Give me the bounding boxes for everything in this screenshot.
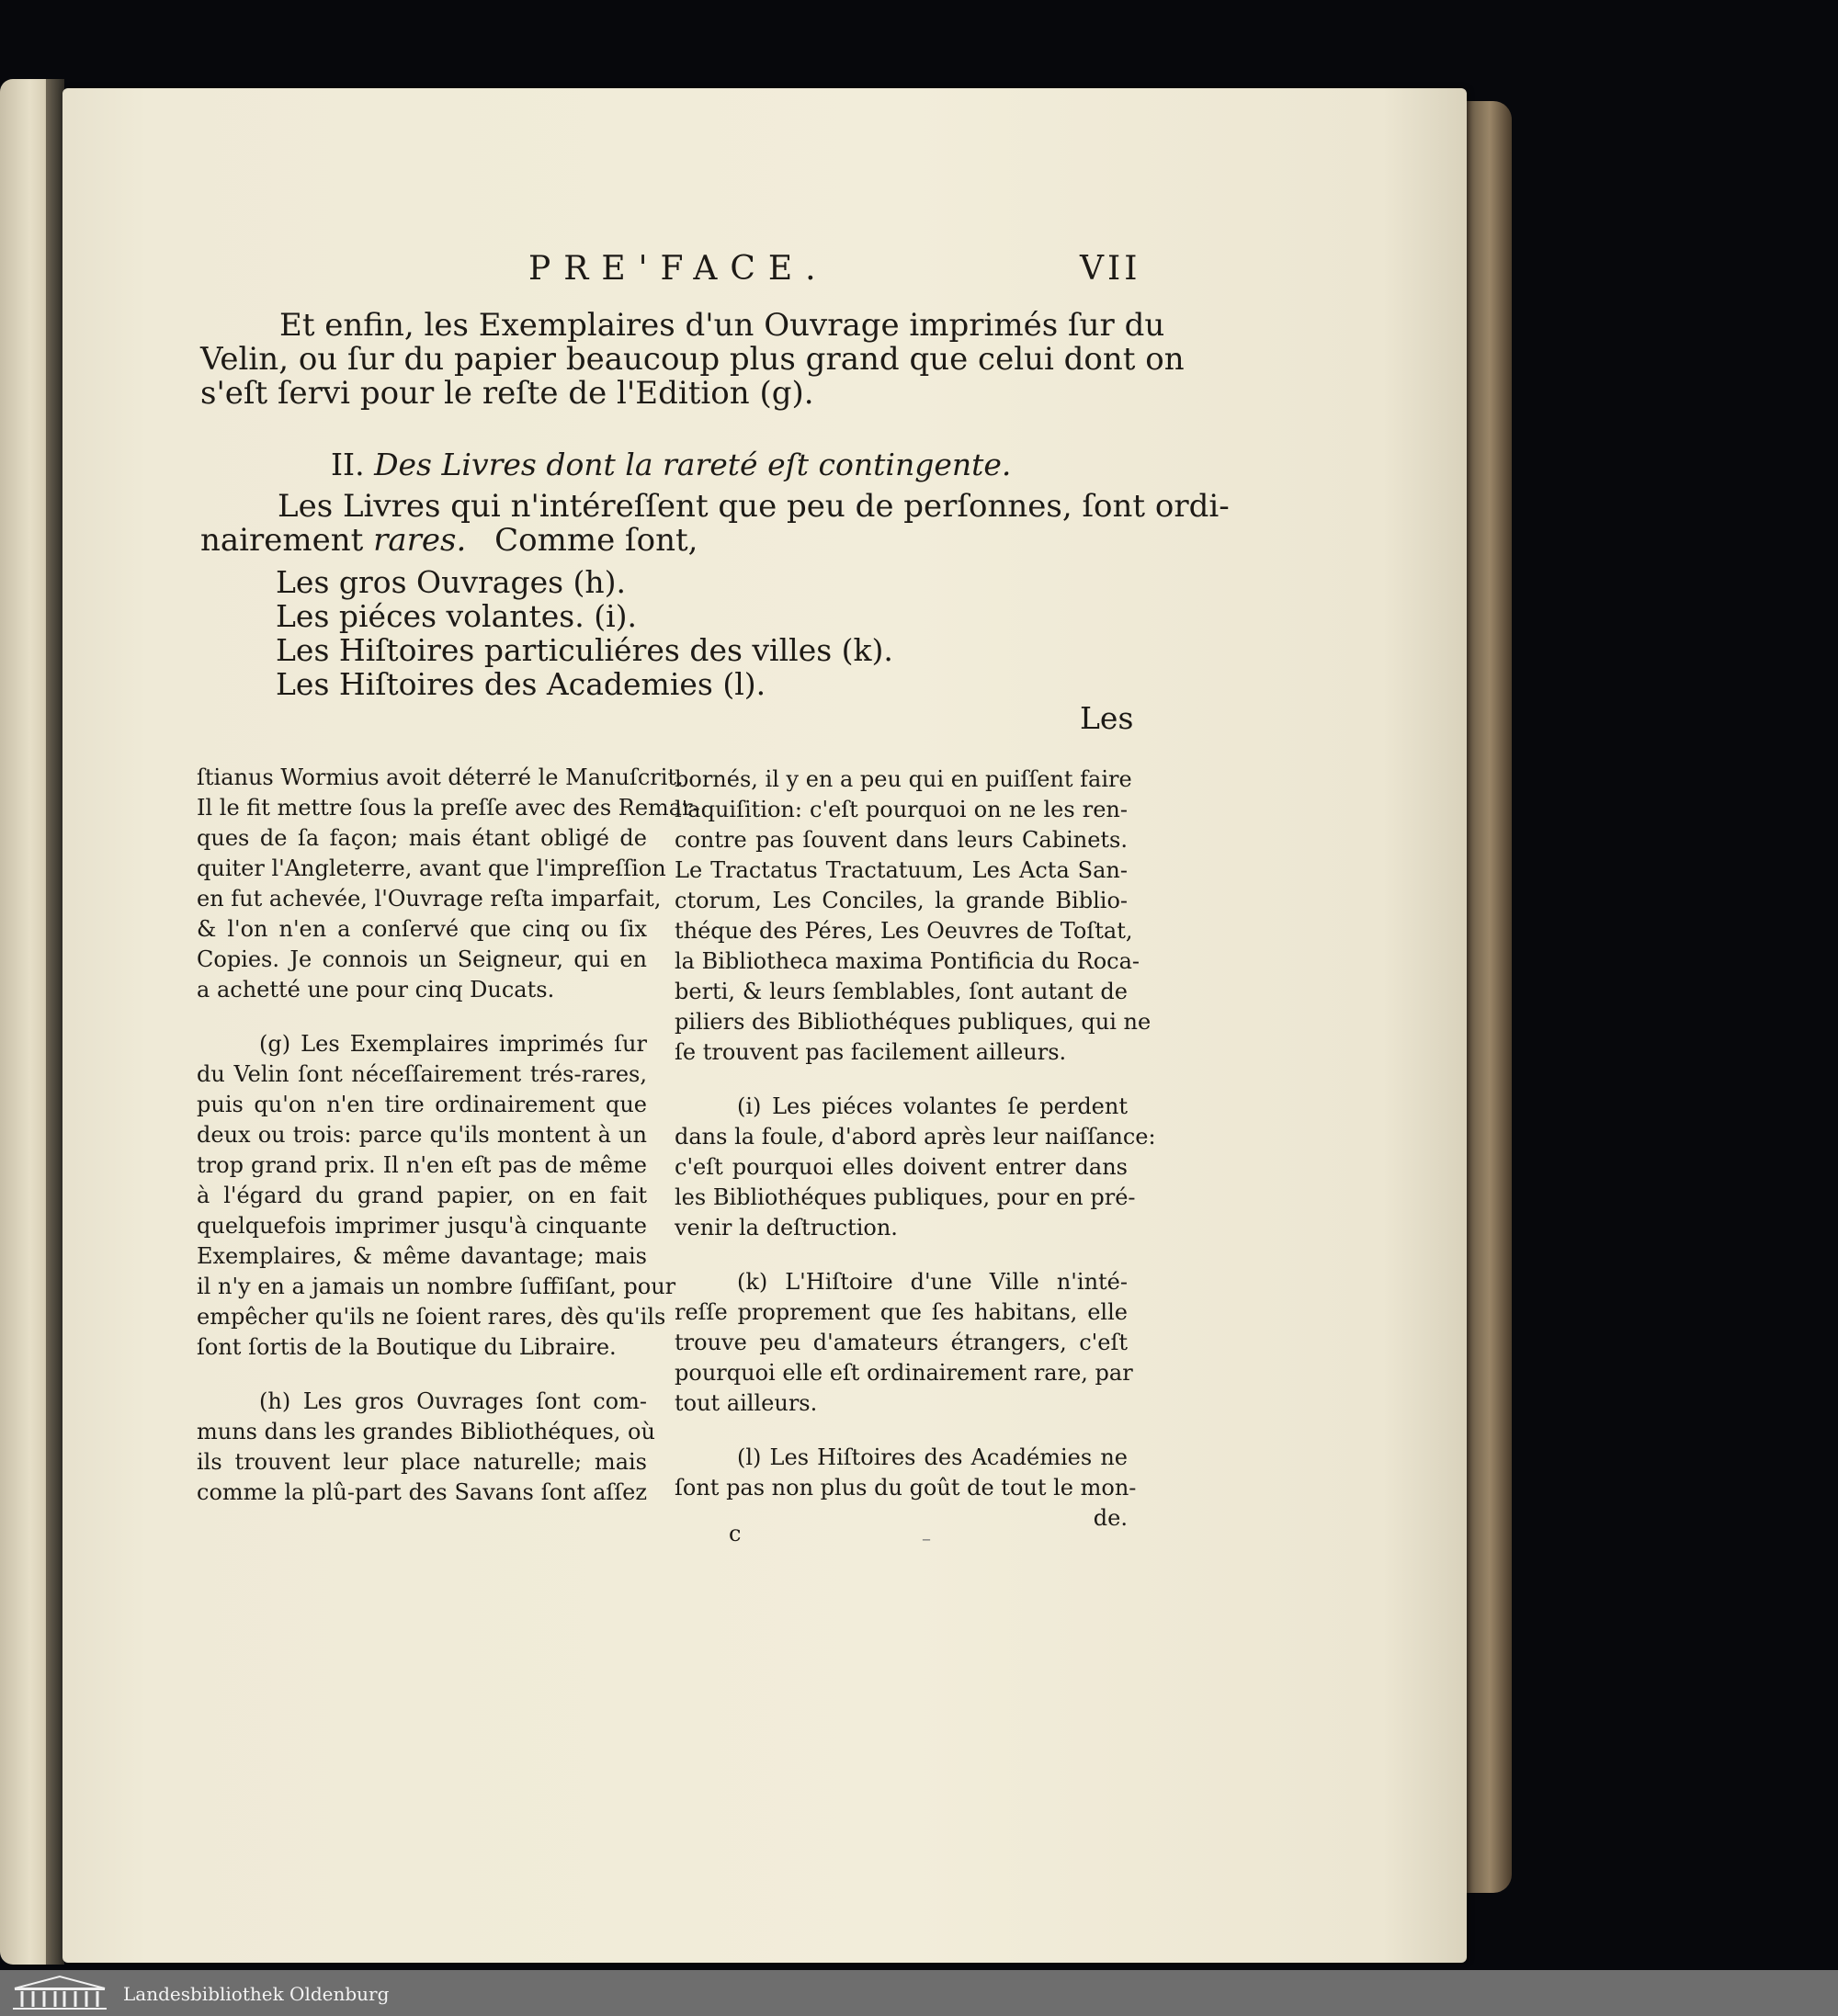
text-line: quelquefois imprimer jusqu'à cinquante [197,1213,647,1239]
running-header-title: PRE'FACE. [528,250,829,288]
signature-dash: – [922,1527,931,1549]
section-paragraph [200,488,1230,559]
text-line: c'eſt pourquoi elles doivent entrer dans [675,1154,1128,1180]
text-line: les Bibliothéques publiques, pour en pré- [675,1184,1136,1210]
text-line: la Bibliotheca maxima Pontificia du Roca- [675,948,1140,974]
rare-books-list [276,565,893,701]
text-line: a achetté une pour cinq Ducats. [197,977,555,1002]
text-line: Exemplaires, & même davantage; mais [197,1243,647,1269]
footnote-paragraph [197,763,700,1005]
footnote-g [197,1029,676,1363]
text-line: en fut achevée, l'Ouvrage reſta imparfait, [197,886,662,912]
text-line: Copies. Je connois un Seigneur, qui en [197,946,647,972]
text-line: Et enfin, les Exemplaires d'un Ouvrage imprimés ſur du [279,307,1165,344]
text-line: tout ailleurs. [675,1390,818,1416]
text-line: empêcher qu'ils ne ſoient rares, dès qu'ils [197,1304,666,1330]
text-line: ils trouvent leur place naturelle; mais [197,1449,647,1475]
text-line: ſtianus Wormius avoit déterré le Manuſcrit. [197,764,684,790]
footnote-h-continued [675,764,1152,1068]
text-line: muns dans les grandes Bibliothéques, où [197,1419,655,1444]
text-line: ſe trouvent pas facilement ailleurs. [675,1039,1067,1065]
text-line: & l'on n'en a conſervé que cinq ou ſix [197,916,647,942]
text-line [200,524,1133,558]
text-line: pourquoi elle eſt ordinairement rare, par [675,1360,1133,1386]
text-fragment: nairement [200,522,364,559]
text-line: ſont ſortis de la Boutique du Libraire. [197,1334,617,1360]
text-line: Le Tractatus Tractatuum, Les Acta San- [675,857,1128,883]
text-line: (i) Les piéces volantes ſe perdent [737,1093,1128,1119]
text-line: venir la deſtruction. [675,1215,898,1240]
list-item: Les Hiſtoires des Academies (l). [276,666,766,702]
library-building-icon [9,1974,110,2012]
page-number: VII [1080,250,1141,288]
text-line: Velin, ou ſur du papier beaucoup plus grand que celui dont on [200,341,1185,378]
text-line: bornés, il y en a peu qui en puiſſent faire [675,766,1132,792]
text-line: du Velin ſont néceſſairement trés-rares, [197,1061,647,1087]
text-line: puis qu'on n'en tire ordinairement que [197,1092,647,1117]
text-line: ctorum, Les Conciles, la grande Biblio- [675,888,1128,913]
library-name: Landesbibliothek Oldenburg [123,1983,390,2005]
text-line: berti, & leurs ſemblables, ſont autant de [675,979,1128,1004]
catchword: Les [1080,700,1134,736]
text-line: deux ou trois: parce qu'ils montent à un [197,1122,647,1148]
text-line: Il le fit mettre ſous la preſſe avec des Remar- [197,795,700,821]
list-item: Les Hiſtoires particuliéres des villes (k). [276,632,893,668]
text-line: trouve peu d'amateurs étrangers, c'eſt [675,1330,1128,1355]
text-line: Les Livres qui n'intéreſſent que peu de perſonnes, ſont ordi- [278,488,1230,525]
footnotes-left-column [197,763,700,1532]
section-heading [331,447,1011,482]
text-line: il n'y en a jamais un nombre ſuffiſant, pour [197,1274,676,1299]
footnote-k [675,1267,1133,1419]
text-line: à l'égard du grand papier, on en fait [197,1183,647,1208]
footnote-i [675,1092,1156,1243]
signature-mark: c [729,1521,742,1546]
text-line: piliers des Bibliothéques publiques, qui ne [675,1009,1152,1035]
list-item: Les piéces volantes. (i). [276,598,638,634]
text-line: (k) L'Hiſtoire d'une Ville n'inté- [737,1269,1128,1295]
text-line: s'eſt ſervi pour le reſte de l'Edition (g). [200,375,814,412]
text-fragment-italic: rares. [373,522,467,559]
text-line: (h) Les gros Ouvrages ſont com- [259,1388,647,1414]
text-line: l'aquiſition: c'eſt pourquoi on ne les ren- [675,797,1128,822]
text-line: comme la plû-part des Savans ſont aſſez [197,1479,647,1505]
footnote-h [197,1387,655,1508]
text-line: de. [1093,1505,1128,1531]
text-fragment: Comme ſont, [494,522,698,559]
text-line: (l) Les Hiſtoires des Académies ne [737,1444,1128,1470]
section-number: II. [331,447,365,482]
text-line: (g) Les Exemplaires imprimés ſur [259,1031,647,1057]
section-title: Des Livres dont la rareté eſt contingente. [374,447,1012,482]
text-line: dans la foule, d'abord après leur naiſſance: [675,1124,1156,1150]
text-line: ſont pas non plus du goût de tout le mon- [675,1475,1137,1501]
intro-paragraph [200,307,1185,412]
footnotes-right-column [675,764,1156,1557]
text-line: trop grand prix. Il n'en eſt pas de même [197,1152,647,1178]
text-line: ques de ſa façon; mais étant obligé de [197,825,647,851]
text-line: théque des Péres, Les Oeuvres de Toſtat, [675,918,1133,944]
list-item: Les gros Ouvrages (h). [276,564,627,600]
text-line: reſſe proprement que ſes habitans, elle [675,1299,1128,1325]
text-line: quiter l'Angleterre, avant que l'impreſſion [197,855,666,881]
book-gutter [46,79,64,1965]
text-line: contre pas ſouvent dans leurs Cabinets. [675,827,1128,853]
footnote-l [675,1443,1137,1534]
